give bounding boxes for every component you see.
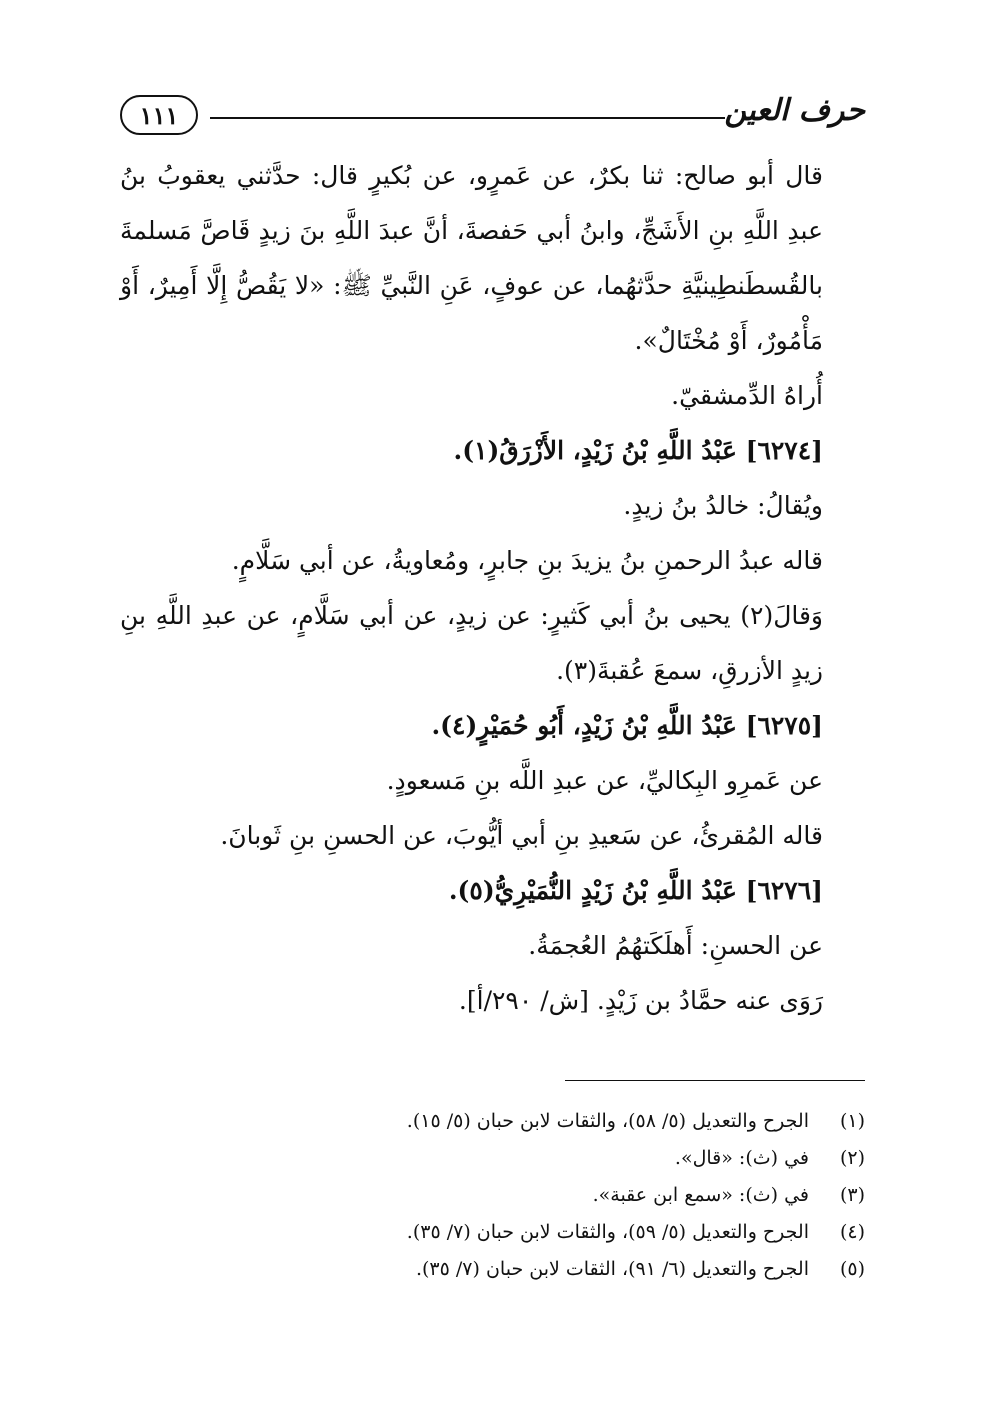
footnote-separator <box>565 1080 865 1081</box>
footnotes <box>120 1103 865 1288</box>
footnote-4 <box>120 1214 865 1251</box>
footnote-2 <box>120 1140 865 1177</box>
footnote-3 <box>120 1177 865 1214</box>
chapter-title: حرف العين <box>724 93 865 128</box>
page-header <box>120 95 865 140</box>
paragraph-narration-1: قاله عبدُ الرحمنِ بنُ يزيدَ بنِ جابرٍ، ومُعاويةُ، عن أبي سَلَّامٍ. <box>231 546 823 575</box>
footnote-number: (٢) <box>839 1147 865 1169</box>
book-page <box>120 95 865 1395</box>
entry-heading-6274: [٦٢٧٤] عَبْدُ اللَّهِ بْنُ زَيْدٍ، الأَزْرَقُ(١). <box>453 436 823 465</box>
footnote-text: الجرح والتعديل (٥/ ٥٨)، والثقات لابن حبان (٥/ ١٥). <box>406 1110 809 1132</box>
footnote-1 <box>120 1103 865 1140</box>
footnote-text: في (ث): «قال». <box>674 1147 809 1169</box>
header-rule <box>210 117 725 119</box>
main-text <box>120 148 865 1028</box>
paragraph-alias: ويُقالُ: خالدُ بنُ زيدٍ. <box>623 491 823 520</box>
footnote-number: (١) <box>839 1110 865 1132</box>
footnote-text: الجرح والتعديل (٥/ ٥٩)، والثقات لابن حبان (٧/ ٣٥). <box>406 1221 809 1243</box>
entry-heading-6276: [٦٢٧٦] عَبْدُ اللَّهِ بْنُ زَيْدٍ النُّمَيْرِيُّ(٥). <box>448 876 823 905</box>
paragraph-narration-5: عن الحسنِ: أَهلَكَتهُمُ العُجمَةُ. <box>528 931 823 960</box>
paragraph-hadith: قال أبو صالح: ثنا بكرٌ، عن عَمرٍو، عن بُكيرٍ قال: حدَّثني يعقوبُ بنُ عبدِ اللَّهِ بنِ الأَشَجِّ، وابنُ أبي حَفصةَ، أنَّ عبدَ اللَّهِ بنَ زيدٍ قَاصَّ مَسلمةَ بالقُسطَنطِينيَّةِ حدَّثهُما، عن عوفٍ، عَنِ النَّبيِّ ﷺ: «لا يَقُصُّ إِلَّا أَمِيرٌ، أَوْ مَأْمُورٌ، أَوْ مُخْتَالٌ». <box>120 161 823 355</box>
page-number: ١١١ <box>120 95 198 135</box>
footnote-number: (٣) <box>839 1184 865 1206</box>
footnote-text: الجرح والتعديل (٦/ ٩١)، الثقات لابن حبان (٧/ ٣٥). <box>415 1258 809 1280</box>
paragraph-note: أُراهُ الدِّمشقيّ. <box>671 381 823 410</box>
footnote-number: (٥) <box>839 1258 865 1280</box>
footnote-number: (٤) <box>839 1221 865 1243</box>
paragraph-narration-6: رَوَى عنه حمَّادُ بن زَيْدٍ. [ش/ ٢٩٠/أ]. <box>458 986 823 1015</box>
paragraph-narration-3: عن عَمرِو البِكاليِّ، عن عبدِ اللَّه بنِ مَسعودٍ. <box>386 766 823 795</box>
paragraph-narration-2: وَقالَ(٢) يحيى بنُ أبي كَثيرٍ: عن زيدٍ، عن أبي سَلَّامٍ، عن عبدِ اللَّهِ بنِ زيدٍ الأزرقِ، سمعَ عُقبةَ(٣). <box>120 601 823 685</box>
paragraph-narration-4: قاله المُقرئُ، عن سَعيدِ بنِ أبي أيُّوبَ، عن الحسنِ بنِ ثَوبانَ. <box>220 821 823 850</box>
entry-heading-6275: [٦٢٧٥] عَبْدُ اللَّهِ بْنُ زَيْدٍ، أَبُو حُمَيْرٍ(٤). <box>431 711 823 740</box>
footnote-5 <box>120 1251 865 1288</box>
footnote-text: في (ث): «سمع ابن عقبة». <box>592 1184 809 1206</box>
